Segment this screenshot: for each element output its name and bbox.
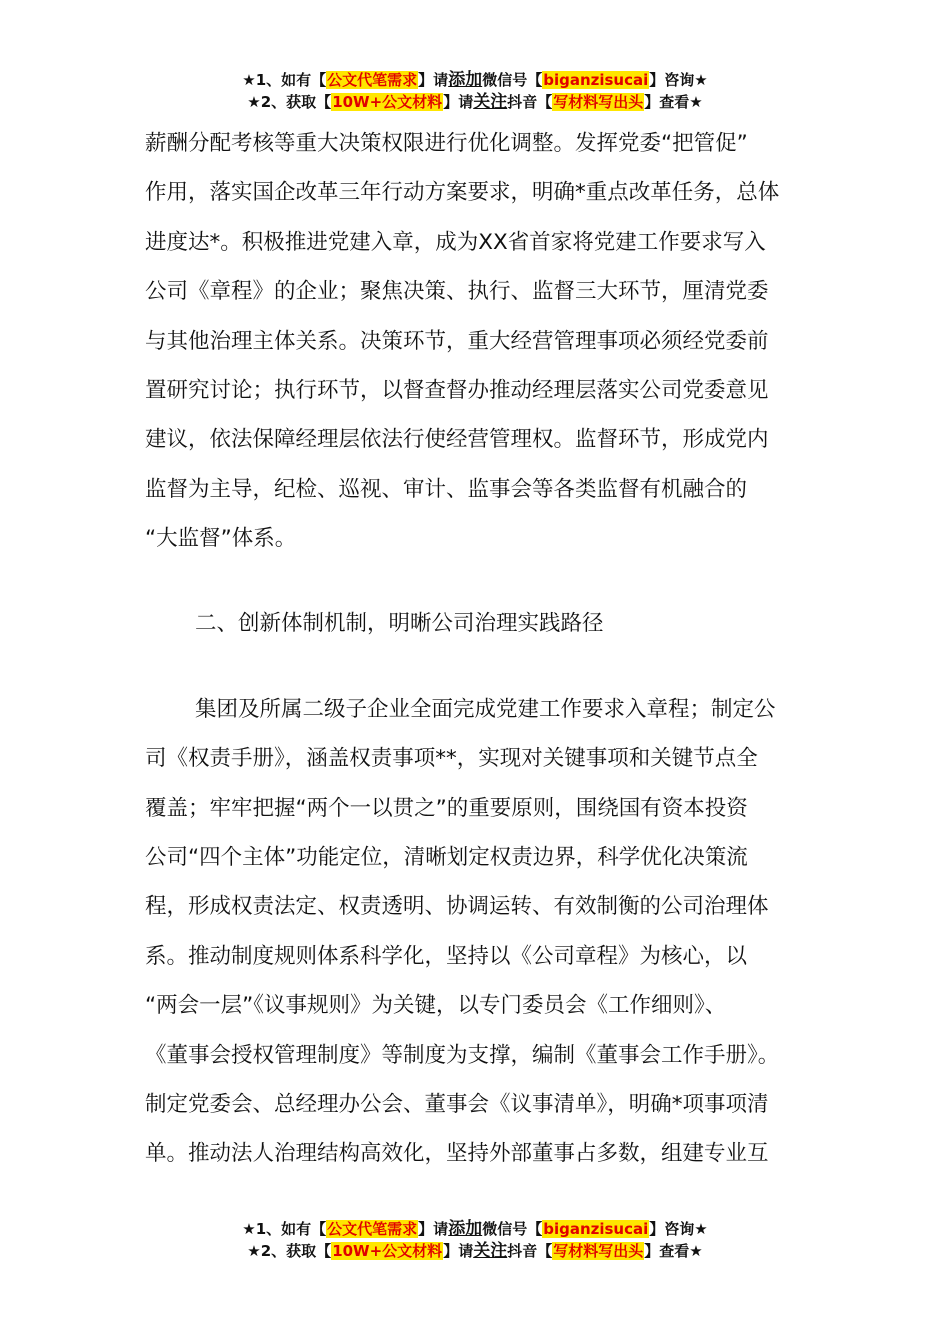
spacer [145,648,810,685]
text-line: 司《权责手册》，涵盖权责事项**，实现对关键事项和关键节点全 [145,746,758,772]
header-banner [0,69,950,113]
text-line: “两会一层”《议事规则》为关键，以专门委员会《工作细则》、 [145,993,727,1019]
banner-text: 】查看★ [644,1242,703,1260]
paragraph-2 [145,685,810,1179]
banner-text: 】请 [418,71,449,89]
banner-text: 抖音【 [507,1242,553,1260]
text-line: 公司“四个主体”功能定位，清晰划定权责边界，科学优化决策流 [145,845,748,871]
banner-text: ★2、获取【 [247,93,332,111]
highlight-wechat-id: biganzisucai [543,71,649,89]
banner-text: 】查看★ [644,93,703,111]
text-line: 制定党委会、总经理办公会、董事会《议事清单》，明确*项事项清 [145,1092,769,1118]
text-line: 置研究讨论；执行环节，以督查督办推动经理层落实公司党委意见 [145,377,769,403]
text-line: 覆盖；牢牢把握“两个一以贯之”的重要原则，围绕国有资本投资 [145,795,748,821]
text-line: 监督为主导，纪检、巡视、审计、监事会等各类监督有机融合的 [145,476,748,502]
text-line: 薪酬分配考核等重大决策权限进行优化调整。发挥党委“把管促” [145,131,748,156]
paragraph-1 [145,119,810,564]
banner-emphasis: 关注 [473,1241,508,1261]
highlight-service: 公文代笔需求 [327,1220,418,1238]
banner-text: ★2、获取【 [247,1242,332,1260]
highlight-materials: 10W+公文材料 [332,1242,443,1260]
text-line: 公司《章程》的企业；聚焦决策、执行、监督三大环节，厘清党委 [145,279,769,305]
banner-emphasis: 添加 [448,70,483,90]
banner-text: ★1、如有【 [242,71,327,89]
footer-banner [0,1218,950,1262]
text-line: 《董事会授权管理制度》等制度为支撑，编制《董事会工作手册》。 [145,1042,780,1068]
text-line: 集团及所属二级子企业全面完成党建工作要求入章程；制定公 [195,696,776,722]
banner-emphasis: 关注 [473,92,508,112]
banner-text: 微信号【 [482,1220,543,1238]
highlight-douyin-account: 写材料写出头 [553,1242,644,1260]
banner-text: 微信号【 [482,71,543,89]
banner-line-1 [0,69,950,91]
banner-text: ★1、如有【 [242,1220,327,1238]
banner-text: 】咨询★ [649,1220,708,1238]
banner-text: 】请 [418,1220,449,1238]
spacer [145,564,810,599]
text-line: “大监督”体系。 [145,526,297,552]
banner-text: 】请 [443,1242,474,1260]
text-line: 作用，落实国企改革三年行动方案要求，明确*重点改革任务，总体 [145,180,780,206]
banner-text: 】咨询★ [649,71,708,89]
banner-line-2 [0,1240,950,1262]
banner-emphasis: 添加 [448,1219,483,1239]
banner-line-2 [0,91,950,113]
text-line: 程，形成权责法定、权责透明、协调运转、有效制衡的公司治理体 [145,894,769,920]
document-body [145,119,810,1179]
highlight-materials: 10W+公文材料 [332,93,443,111]
text-line: 系。推动制度规则体系科学化，坚持以《公司章程》为核心，以 [145,943,748,969]
text-line: 进度达*。积极推进党建入章，成为XX省首家将党建工作要求写入 [145,229,766,255]
highlight-service: 公文代笔需求 [327,71,418,89]
banner-text: 抖音【 [507,93,553,111]
banner-text: 】请 [443,93,474,111]
banner-line-1 [0,1218,950,1240]
highlight-wechat-id: biganzisucai [543,1220,649,1238]
text-line: 单。推动法人治理结构高效化，坚持外部董事占多数，组建专业互 [145,1141,769,1167]
text-line: 与其他治理主体关系。决策环节，重大经营管理事项必须经党委前 [145,328,769,354]
highlight-douyin-account: 写材料写出头 [553,93,644,111]
text-line: 建议，依法保障经理层依法行使经营管理权。监督环节，形成党内 [145,427,769,453]
section-heading: 二、创新体制机制，明晰公司治理实践路径 [195,610,604,636]
